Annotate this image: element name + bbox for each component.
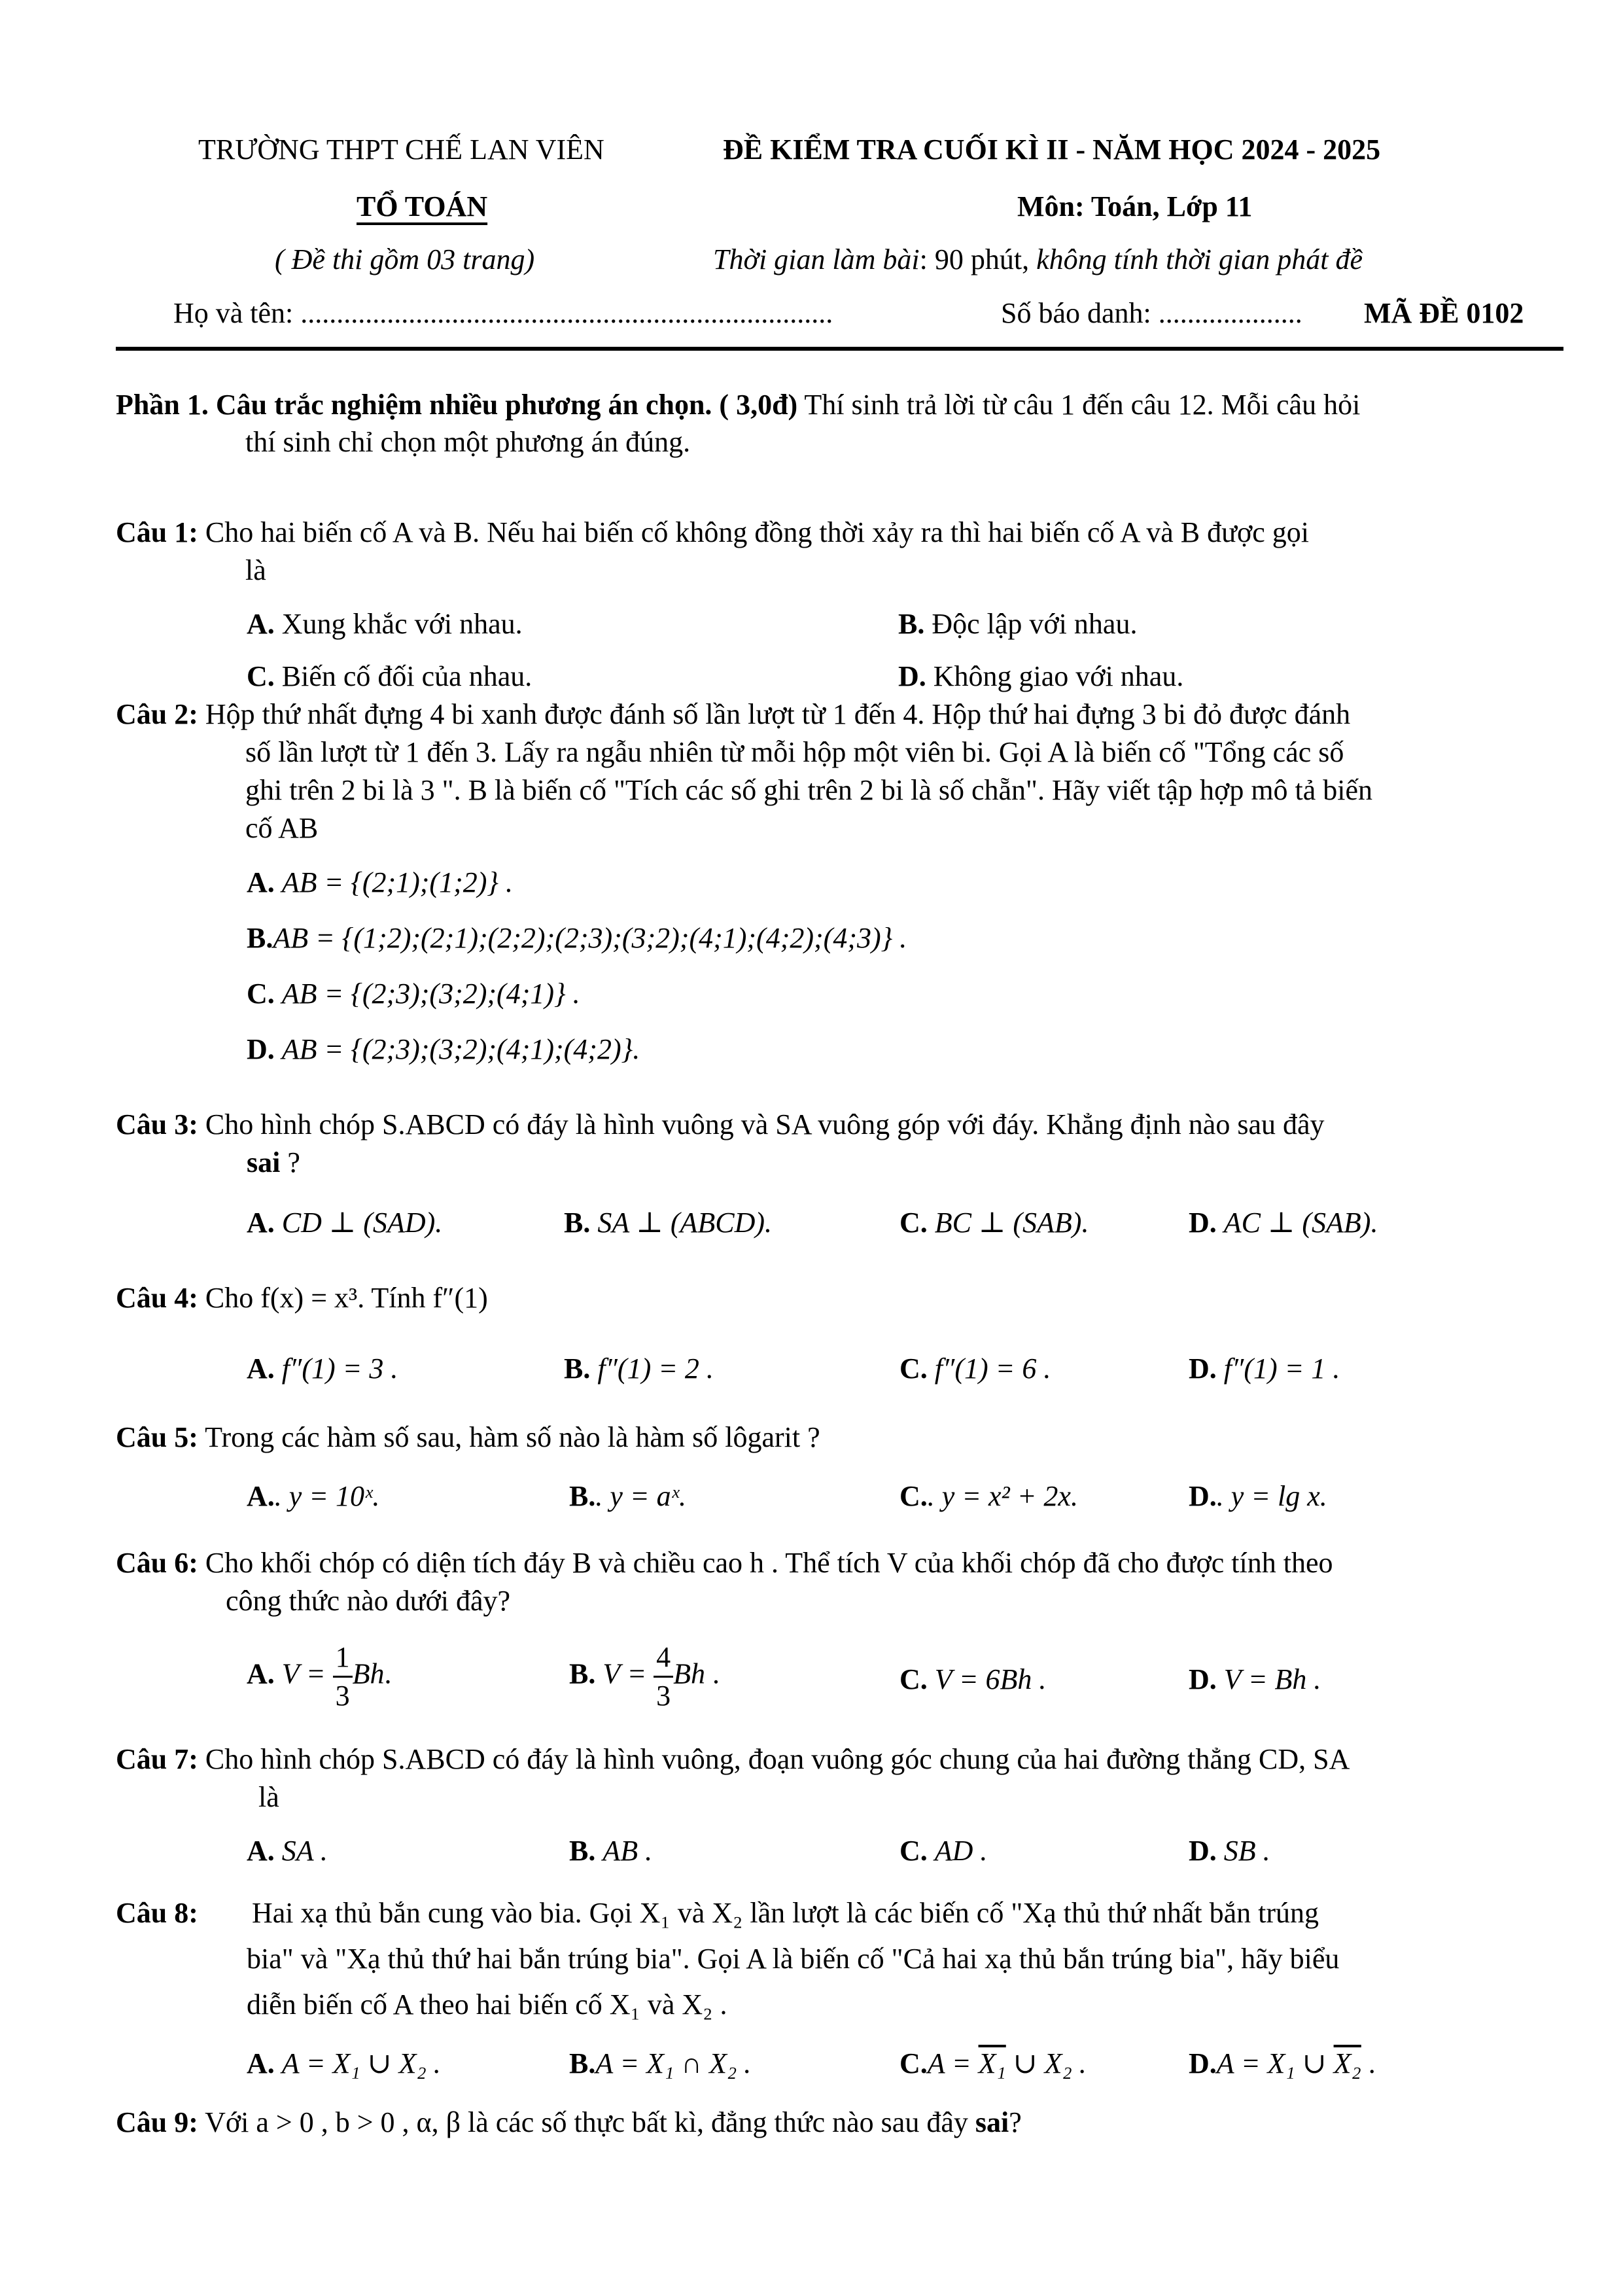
q4-option-c[interactable] [899, 1350, 1051, 1388]
option-label: A. [247, 1352, 275, 1385]
option-text: Độc lập với nhau. [932, 608, 1138, 640]
option-text: f″(1) = 2 . [597, 1352, 714, 1385]
option-text: A = X₁ ∩ X₂ . [595, 2047, 752, 2079]
q8-option-a[interactable] [247, 2045, 441, 2083]
option-label: A. [247, 866, 275, 898]
question-1-text: Cho hai biến cố A và B. Nếu hai biến cố không đồng thời xảy ra thì hai biến cố A và B được gọi [198, 516, 1310, 548]
option-text: AB = {(2;1);(1;2)} . [281, 866, 513, 898]
option-math: Bh [352, 1657, 385, 1690]
question-3-qmark: ? [280, 1146, 300, 1178]
question-3-text-2 [247, 1144, 300, 1182]
question-2-text-3: ghi trên 2 bi là 3 ". B là biến cố "Tích các số ghi trên 2 bi là số chẵn". Hãy viết tập hợp mô tả biến [245, 774, 1373, 806]
time-info [713, 241, 1363, 279]
option-text: ∪ X₂ . [1005, 2047, 1087, 2079]
option-label: C. [899, 2047, 928, 2079]
q2-option-b[interactable] [247, 919, 907, 957]
option-text: AB = {(2;3);(3;2);(4;1);(4;2)}. [281, 1033, 640, 1065]
option-text: Biến cố đối của nhau. [281, 660, 532, 692]
option-overline: X₂ [1333, 2047, 1361, 2079]
option-label: C. [899, 1480, 928, 1512]
option-label: D. [898, 660, 926, 692]
question-1-label: Câu 1: [116, 516, 198, 548]
question-8-text: Hai xạ thủ bắn cung vào bia. Gọi X₁ và X₂ lần lượt là các biến cố "Xạ thủ thứ nhất bắn trúng [252, 1897, 1319, 1929]
q4-option-b[interactable] [564, 1350, 714, 1388]
q7-option-a[interactable] [247, 1832, 328, 1870]
q5-option-c[interactable] [899, 1477, 1078, 1515]
option-text: f″(1) = 6 . [934, 1352, 1051, 1385]
question-7-text-2: là [258, 1781, 279, 1813]
time-note: không tính thời gian phát đề [1036, 243, 1363, 275]
question-4-text: Cho f(x) = x³. Tính f″(1) [198, 1282, 488, 1314]
option-math: A = [927, 2047, 979, 2079]
q7-option-d[interactable] [1189, 1832, 1270, 1870]
q1-option-d[interactable] [898, 658, 1183, 696]
option-label: C. [899, 1835, 928, 1867]
fraction-numerator: 4 [654, 1639, 673, 1678]
time-label: Thời gian làm bài [713, 243, 920, 275]
question-6 [116, 1544, 1333, 1582]
q8-option-b[interactable] [569, 2045, 751, 2083]
option-label: A. [247, 1657, 275, 1690]
option-label: A. [247, 608, 275, 640]
option-text: BC ⊥ (SAB). [934, 1207, 1089, 1239]
q3-option-c[interactable] [899, 1204, 1089, 1242]
option-text: f″(1) = 3 . [281, 1352, 398, 1385]
time-value: : 90 phút, [919, 243, 1037, 275]
question-9-qmark: ? [1009, 2106, 1022, 2138]
question-2-text-4: cố AB [245, 812, 319, 844]
option-text: AB = {(2;3);(3;2);(4;1)} . [281, 978, 580, 1010]
option-label: D. [247, 1033, 275, 1065]
question-1-text-2: là [245, 554, 266, 586]
option-label: B. [898, 608, 925, 640]
option-text: AC ⊥ (SAB). [1223, 1207, 1378, 1239]
q8-option-c[interactable] [899, 2045, 1087, 2083]
question-7 [116, 1740, 1350, 1778]
q5-option-a[interactable] [247, 1477, 379, 1515]
exam-title: ĐỀ KIỂM TRA CUỐI KÌ II - NĂM HỌC 2024 - 2025 [723, 133, 1381, 166]
option-label: B. [247, 922, 273, 954]
option-label: C. [247, 978, 275, 1010]
option-text: . y = lg x. [1216, 1480, 1327, 1512]
part1-instruction-1: Thí sinh trả lời từ câu 1 đến câu 12. Mỗi câu hỏi [797, 389, 1361, 421]
q3-option-a[interactable] [247, 1204, 442, 1242]
q4-option-a[interactable] [247, 1350, 398, 1388]
header-divider [116, 347, 1563, 351]
question-2-text: Hộp thứ nhất đựng 4 bi xanh được đánh số lần lượt từ 1 đến 4. Hộp thứ hai đựng 3 bi đỏ được đánh [198, 698, 1351, 730]
fraction-denominator: 3 [335, 1680, 350, 1712]
question-9-sai: sai [975, 2106, 1009, 2138]
option-text: CD ⊥ (SAD). [281, 1207, 443, 1239]
q5-option-b[interactable] [569, 1477, 686, 1515]
question-8-label: Câu 8: [116, 1897, 198, 1929]
option-label: B. [569, 1657, 596, 1690]
option-label: A. [247, 2047, 275, 2079]
question-3-sai: sai [247, 1146, 281, 1178]
q1-option-a[interactable] [247, 605, 523, 643]
option-label: D. [1189, 2047, 1217, 2079]
option-label: A. [247, 1835, 275, 1867]
question-1 [116, 514, 1309, 552]
fraction [333, 1639, 353, 1714]
part1-line1 [116, 386, 1360, 424]
subject: Môn: Toán, Lớp 11 [1017, 190, 1253, 222]
question-9-text: Với a > 0 , b > 0 , α, β là các số thực bất kì, đẳng thức nào sau đây [198, 2106, 975, 2138]
option-text: AD . [934, 1835, 988, 1867]
question-7-label: Câu 7: [116, 1743, 198, 1775]
option-math: V = [281, 1657, 333, 1690]
question-6-text-2: công thức nào dưới đây? [226, 1585, 511, 1617]
option-text: Xung khắc với nhau. [281, 608, 523, 640]
option-label: C. [247, 660, 275, 692]
q3-option-d[interactable] [1189, 1204, 1378, 1242]
option-label: D. [1189, 1663, 1217, 1695]
option-text: V = 6Bh . [934, 1663, 1047, 1695]
q2-option-a[interactable] [247, 864, 513, 902]
option-label: D. [1189, 1207, 1217, 1239]
option-label: B. [569, 1480, 596, 1512]
option-label: B. [564, 1207, 591, 1239]
part1-instruction-2: thí sinh chỉ chọn một phương án đúng. [245, 426, 691, 458]
question-5 [116, 1419, 820, 1457]
question-5-text: Trong các hàm số sau, hàm số nào là hàm số lôgarit ? [198, 1421, 820, 1453]
fraction-numerator: 1 [333, 1639, 353, 1678]
option-math: Bh [673, 1657, 706, 1690]
fraction-denominator: 3 [656, 1680, 671, 1712]
exam-code: MÃ ĐỀ 0102 [1364, 297, 1524, 329]
question-5-label: Câu 5: [116, 1421, 198, 1453]
question-4 [116, 1279, 488, 1317]
option-label: C. [899, 1352, 928, 1385]
option-label: D. [1189, 1352, 1217, 1385]
option-text: f″(1) = 1 . [1223, 1352, 1340, 1385]
q6-option-c[interactable] [899, 1661, 1046, 1699]
option-text: A = X₁ ∪ X₂ . [281, 2047, 441, 2079]
q5-option-d[interactable] [1189, 1477, 1327, 1515]
option-text: SA . [281, 1835, 328, 1867]
question-3-text: Cho hình chóp S.ABCD có đáy là hình vuông và SA vuông góp với đáy. Khẳng định nào sau đây [198, 1108, 1325, 1140]
option-label: A. [247, 1207, 275, 1239]
q6-option-d[interactable] [1189, 1661, 1321, 1699]
student-id-field: Số báo danh: .................... [1001, 297, 1302, 329]
option-text: Không giao với nhau. [933, 660, 1184, 692]
question-2 [116, 696, 1350, 733]
q7-option-b[interactable] [569, 1832, 652, 1870]
question-3-label: Câu 3: [116, 1108, 198, 1140]
q6-option-b[interactable]: B. V = $\frac{4}{3}$ Bh . [569, 1639, 720, 1714]
option-text: V = Bh . [1223, 1663, 1321, 1695]
option-text: . y = 10ˣ. [274, 1480, 380, 1512]
option-label: B. [564, 1352, 591, 1385]
option-label: D. [1189, 1480, 1217, 1512]
pages-note: ( Đề thi gồm 03 trang) [275, 243, 535, 275]
q1-option-c[interactable] [247, 658, 532, 696]
q8-option-d[interactable]: D.A = X₁ ∪ X₂ . [1189, 2047, 1376, 2079]
option-label: C. [899, 1663, 928, 1695]
option-math: V = [602, 1657, 654, 1690]
question-7-text: Cho hình chóp S.ABCD có đáy là hình vuông, đoạn vuông góc chung của hai đường thẳng CD, SA [198, 1743, 1350, 1775]
option-text: . y = x² + 2x. [927, 1480, 1078, 1512]
question-6-label: Câu 6: [116, 1547, 198, 1579]
fraction [654, 1639, 673, 1714]
question-4-label: Câu 4: [116, 1282, 198, 1314]
q3-option-b[interactable] [564, 1204, 772, 1242]
option-text: AB = {(1;2);(2;1);(2;2);(2;3);(3;2);(4;1);(4;2);(4;3)} . [273, 922, 907, 954]
q7-option-c[interactable] [899, 1832, 987, 1870]
school-name: TRƯỜNG THPT CHẾ LAN VIÊN [198, 133, 604, 166]
question-2-text-2: số lần lượt từ 1 đến 3. Lấy ra ngẫu nhiên từ mỗi hộp một viên bi. Gọi A là biến cố "Tổng các số [245, 736, 1344, 768]
name-field: Họ và tên: .......................................................................... [173, 297, 833, 329]
option-text: AB . [602, 1835, 653, 1867]
department: TỔ TOÁN [357, 190, 488, 222]
option-label: B. [569, 1835, 596, 1867]
option-text: A = X₁ ∪ [1216, 2047, 1334, 2079]
q6-option-a[interactable]: A. V = $\frac{1}{3}$ Bh. [247, 1639, 391, 1714]
question-2-label: Câu 2: [116, 698, 198, 730]
question-8-text-2: bia" và "Xạ thủ thứ hai bắn trúng bia". Gọi A là biến cố "Cả hai xạ thủ bắn trúng bia", hãy biểu [247, 1943, 1340, 1975]
question-8-text-3: diễn biến cố A theo hai biến cố X₁ và X₂ . [247, 1988, 727, 2021]
option-label: B. [569, 2047, 596, 2079]
option-label: A. [247, 1480, 275, 1512]
option-text: SB . [1223, 1835, 1270, 1867]
question-6-text: Cho khối chóp có diện tích đáy B và chiều cao h . Thể tích V của khối chóp đã cho được tính theo [198, 1547, 1333, 1579]
question-9 [116, 2104, 1022, 2142]
q2-option-c[interactable] [247, 975, 580, 1013]
part1-title: Phần 1. Câu trắc nghiệm nhiều phương án chọn. ( 3,0đ) [116, 389, 798, 421]
question-3 [116, 1106, 1325, 1144]
option-label: C. [899, 1207, 928, 1239]
option-text: SA ⊥ (ABCD). [597, 1207, 773, 1239]
q1-option-b[interactable] [898, 605, 1137, 643]
option-overline: X₁ [978, 2047, 1006, 2079]
option-label: D. [1189, 1835, 1217, 1867]
question-9-label: Câu 9: [116, 2106, 198, 2138]
q2-option-d[interactable] [247, 1031, 640, 1069]
option-text: . y = aˣ. [595, 1480, 686, 1512]
q4-option-d[interactable] [1189, 1350, 1340, 1388]
